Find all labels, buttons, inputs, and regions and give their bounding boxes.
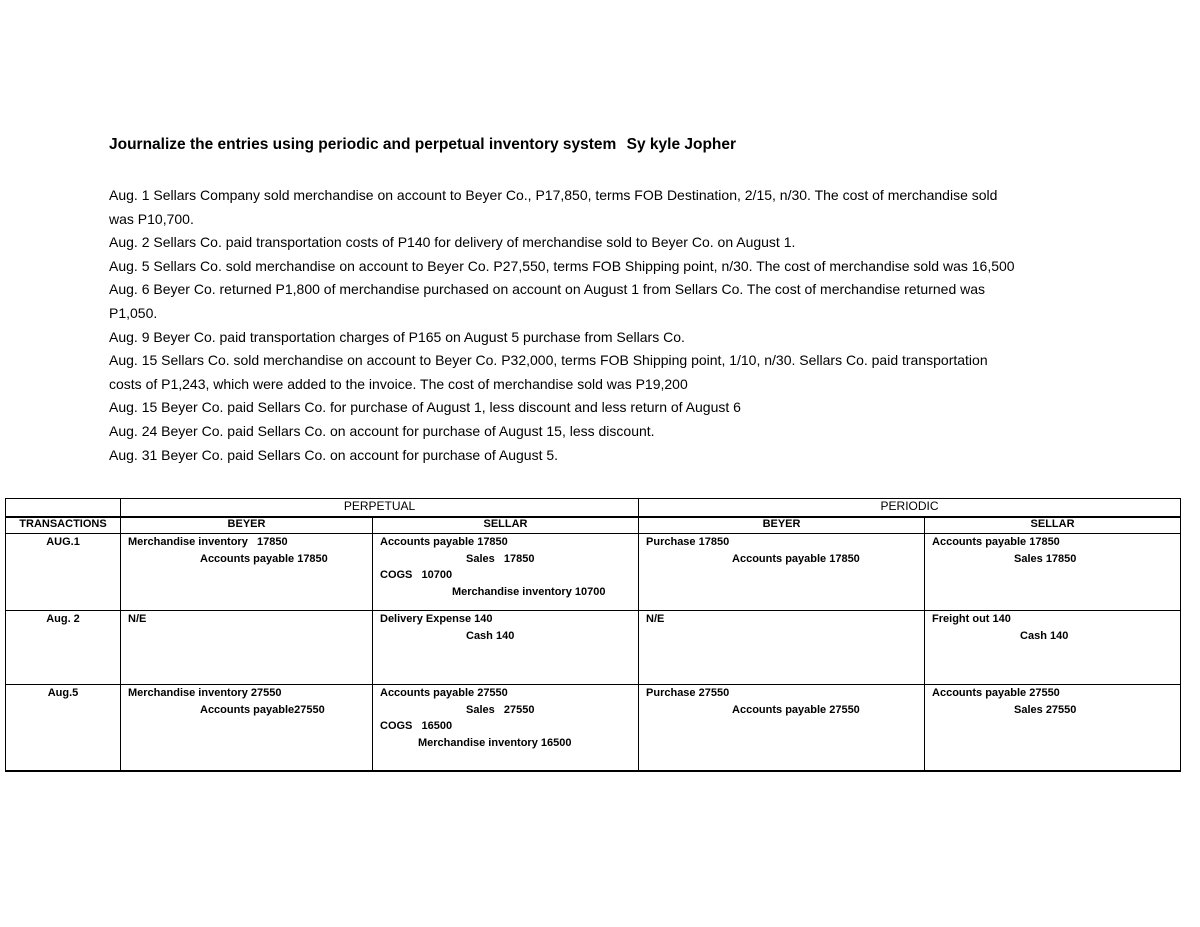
transaction-line: was P10,700. <box>109 210 194 227</box>
credit-entry: Accounts payable 17850 <box>200 552 328 565</box>
credit-entry: Sales 17850 <box>1014 552 1077 565</box>
column-header-row <box>6 517 1181 534</box>
perpetual-sellar-cell <box>373 685 639 772</box>
debit-entry: Freight out 140 <box>932 613 1011 625</box>
debit-entry: Purchase 17850 <box>646 536 730 548</box>
journal-table <box>5 498 1181 772</box>
transaction-line: Aug. 5 Sellars Co. sold merchandise on account to Beyer Co. P27,550, terms FOB Shipping point, n/30. The cost of merchandise sold was 16,500 <box>109 257 1015 274</box>
credit-entry: Accounts payable 17850 <box>732 552 860 565</box>
transaction-line: Aug. 15 Beyer Co. paid Sellars Co. for purchase of August 1, less discount and less return of August 6 <box>109 399 741 416</box>
periodic-beyer-cell <box>639 611 925 685</box>
date-label: Aug.5 <box>47 687 79 699</box>
table-row <box>6 685 1181 772</box>
credit-entry: Accounts payable27550 <box>200 703 325 716</box>
transaction-line: Aug. 15 Sellars Co. sold merchandise on account to Beyer Co. P32,000, terms FOB Shipping point, 1/10, n/30. Sellars Co. paid transportation <box>109 352 988 369</box>
perpetual-sellar-cell <box>373 611 639 685</box>
perpetual-sellar-header: SELLAR <box>373 517 639 534</box>
debit-entry: COGS 10700 <box>380 569 453 581</box>
transaction-line: Aug. 1 Sellars Company sold merchandise on account to Beyer Co., P17,850, terms FOB Destination, 2/15, n/30. The cost of merchandise sold <box>109 187 998 203</box>
credit-entry: Sales 17850 <box>466 552 535 565</box>
transaction-date <box>6 611 121 685</box>
debit-entry: Merchandise inventory 27550 <box>128 687 282 699</box>
credit-entry: Merchandise inventory 16500 <box>418 736 572 749</box>
credit-entry: Cash 140 <box>1020 629 1069 642</box>
perpetual-header: PERPETUAL <box>121 499 639 518</box>
periodic-sellar-cell <box>925 534 1181 611</box>
credit-entry: Accounts payable 27550 <box>732 703 860 716</box>
periodic-sellar-cell <box>925 685 1181 772</box>
transaction-line: Aug. 31 Beyer Co. paid Sellars Co. on account for purchase of August 5. <box>109 446 559 463</box>
transaction-line: Aug. 9 Beyer Co. paid transportation charges of P165 on August 5 purchase from Sellars Co. <box>109 328 685 345</box>
date-label: Aug. 2 <box>46 613 80 625</box>
title-text: Journalize the entries using periodic and perpetual inventory system <box>109 136 617 153</box>
transaction-line: P1,050. <box>109 304 158 321</box>
debit-entry: Delivery Expense 140 <box>380 613 493 625</box>
periodic-beyer-header: BEYER <box>639 517 925 534</box>
debit-entry: Purchase 27550 <box>646 687 730 699</box>
perpetual-sellar-cell <box>373 534 639 611</box>
transaction-date <box>6 534 121 611</box>
debit-entry: Accounts payable 17850 <box>932 536 1060 548</box>
transaction-line: Aug. 2 Sellars Co. paid transportation costs of P140 for delivery of merchandise sold to Beyer Co. on August 1. <box>109 234 796 251</box>
transaction-line: costs of P1,243, which were added to the invoice. The cost of merchandise sold was P19,200 <box>109 375 688 392</box>
no-entry: N/E <box>128 613 147 625</box>
transaction-line: Aug. 24 Beyer Co. paid Sellars Co. on account for purchase of August 15, less discount. <box>109 422 655 439</box>
no-entry: N/E <box>646 613 665 625</box>
author-name: Sy kyle Jopher <box>626 136 737 153</box>
debit-entry: Accounts payable 17850 <box>380 536 508 548</box>
periodic-beyer-cell <box>639 534 925 611</box>
credit-entry: Merchandise inventory 10700 <box>452 585 606 598</box>
debit-entry: Accounts payable 27550 <box>380 687 508 699</box>
credit-entry: Sales 27550 <box>466 703 535 716</box>
table-row <box>6 534 1181 611</box>
credit-entry: Sales 27550 <box>1014 703 1077 716</box>
page-title <box>109 136 736 154</box>
transaction-line: Aug. 6 Beyer Co. returned P1,800 of merchandise purchased on account on August 1 from Sellars Co. The cost of merchandise returned was <box>109 281 986 298</box>
perpetual-beyer-cell <box>121 611 373 685</box>
group-header-row <box>6 499 1181 518</box>
perpetual-beyer-header: BEYER <box>121 517 373 534</box>
debit-entry: Accounts payable 27550 <box>932 687 1060 699</box>
transactions-header: TRANSACTIONS <box>6 517 121 534</box>
perpetual-beyer-cell <box>121 534 373 611</box>
empty-header-cell <box>6 499 121 518</box>
periodic-sellar-cell <box>925 611 1181 685</box>
transaction-date <box>6 685 121 772</box>
debit-entry: COGS 16500 <box>380 720 453 732</box>
transaction-list <box>109 184 1099 467</box>
table-row <box>6 611 1181 685</box>
perpetual-beyer-cell <box>121 685 373 772</box>
periodic-beyer-cell <box>639 685 925 772</box>
debit-entry: Merchandise inventory 17850 <box>128 536 288 548</box>
date-label: AUG.1 <box>46 536 80 548</box>
credit-entry: Cash 140 <box>466 629 515 642</box>
periodic-header: PERIODIC <box>639 499 1181 518</box>
periodic-sellar-header: SELLAR <box>925 517 1181 534</box>
